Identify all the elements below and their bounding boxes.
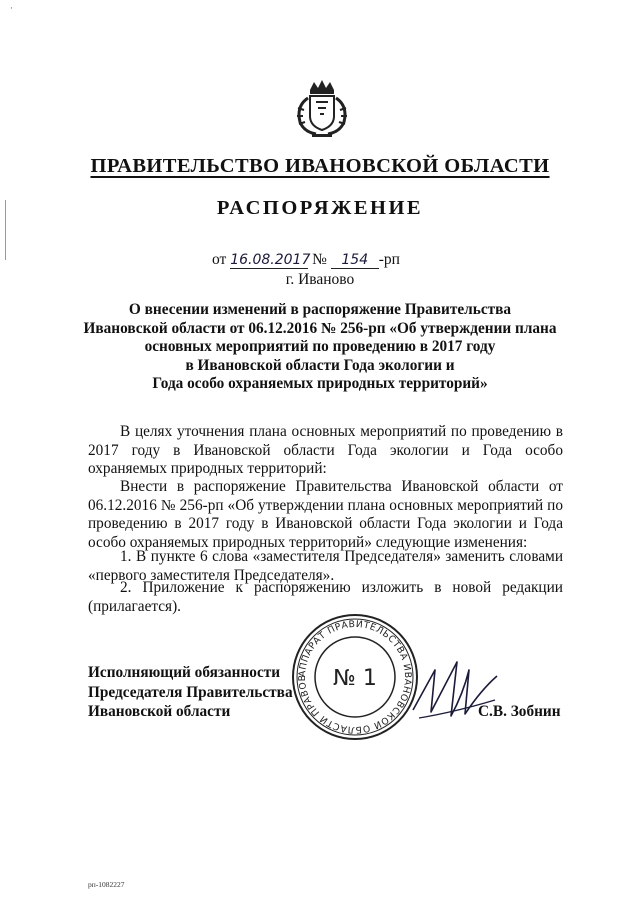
official-seal	[290, 612, 420, 742]
number-suffix: -рп	[378, 251, 400, 268]
subject-line: Ивановской области от 06.12.2016 № 256-рп «Об утверждении плана	[83, 319, 557, 337]
signer-line: Ивановской области	[88, 703, 231, 720]
seal-ring-text: АППАРАТ ПРАВИТЕЛЬСТВА ИВАНОВСКОЙ ОБЛАСТИ ПРАВОВ	[296, 618, 414, 736]
seal-number: № 1	[333, 666, 377, 691]
subject-heading	[70, 301, 570, 394]
body-paragraph: В целях уточнения плана основных мероприятий по проведению в 2017 году в Ивановской области Года экологии и Года особо охраняемых природных территорий:	[88, 423, 563, 478]
city: г. Иваново	[285, 271, 355, 288]
body-paragraph: 2. Приложение к распоряжению изложить в новой редакции (прилагается).	[88, 579, 563, 615]
body-paragraph: 1. В пункте 6 слова «заместителя Председателя» заменить словами «первого заместителя Председателя».	[88, 548, 563, 584]
signer-name: С.В. Зобнин	[478, 703, 561, 720]
subject-line: основных мероприятий по проведению в 2017 году	[144, 338, 496, 355]
corner-mark: ·	[10, 4, 13, 14]
signer-line: Исполняющий обязанности	[88, 664, 281, 681]
organization-title: ПРАВИТЕЛЬСТВО ИВАНОВСКОЙ ОБЛАСТИ	[90, 155, 550, 177]
date-number-line	[212, 251, 400, 269]
number-label: №	[312, 251, 327, 268]
from-label: от	[212, 251, 227, 268]
handwritten-date: 16.08.2017	[230, 252, 311, 268]
handwritten-signature	[405, 640, 505, 740]
subject-line: О внесении изменений в распоряжение Правительства	[128, 301, 512, 318]
signer-line: Председателя Правительства	[88, 683, 293, 701]
document-type: РАСПОРЯЖЕНИЕ	[216, 197, 424, 219]
subject-line: Года особо охраняемых природных территорий»	[152, 375, 488, 392]
subject-line: в Ивановской области Года экологии и	[185, 356, 455, 374]
coat-of-arms-icon	[288, 78, 356, 140]
signer-position	[88, 663, 293, 722]
body-paragraph: Внести в распоряжение Правительства Ивановской области от 06.12.2016 № 256-рп «Об утверждении плана основных мероприятий по проведению в 2017 году в Ивановской области Года экологии и Года особо охраняемых природных территорий» следующие изменения:	[88, 478, 563, 551]
document-code: рп-1082227	[88, 880, 125, 889]
handwritten-number: 154	[331, 253, 379, 269]
